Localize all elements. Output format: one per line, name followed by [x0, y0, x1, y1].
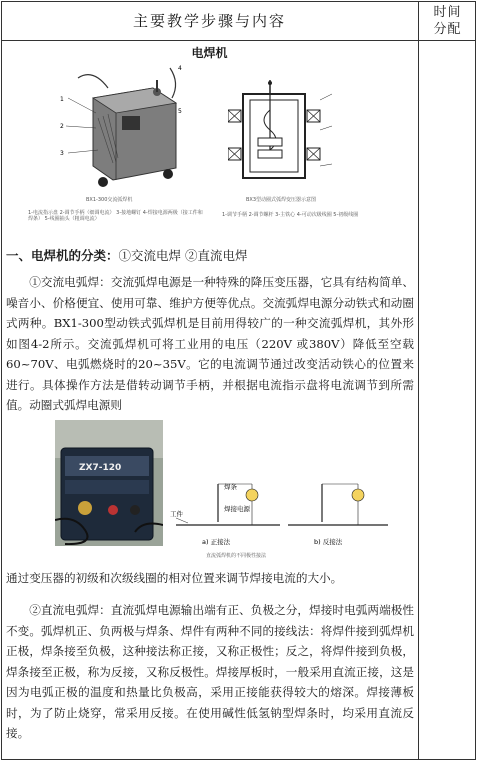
- column-divider: [418, 1, 419, 760]
- svg-text:1: 1: [60, 96, 64, 103]
- transformer-schematic: [228, 80, 338, 198]
- current-dial: [122, 116, 140, 130]
- header-side-line1: 时间: [433, 4, 462, 20]
- power-source-a: [246, 489, 258, 501]
- header-main-title: 主要教学步骤与内容: [132, 12, 286, 30]
- dc-welder-model-label: ZX7-120: [79, 463, 122, 473]
- figure1-left-caption: BX1-300交流弧焊机: [86, 197, 133, 203]
- para-ac-welding: ①交流电弧焊：交流弧焊电源是一种特殊的降压变压器，它具有结构简单、噪音小、价格便宜、使用可靠、维护方便等优点。交流弧焊电源分动铁式和动圈式两种。BX1-300型动铁式弧焊机是目前用得较广的一种交流弧焊机，其外形如图4-2所示。交流弧焊机可将工业用的电压（220V 或380V）降低至空载60~70V、电弧燃烧时的20~35V。它的电流调节通过改变活动铁心的位置来进行。具体操作方法是借转动调节手柄，并根据电流指示盘将电流调节到所需值。动圈式弧焊电源则: [6, 275, 414, 412]
- label-direct-connection: a) 正接法: [202, 538, 231, 546]
- svg-text:2: 2: [60, 123, 64, 130]
- svg-text:4: 4: [178, 65, 182, 72]
- figure1-right-caption: BX3型动圈式弧焊变压器示意图: [246, 197, 317, 203]
- figure2-caption: 直流弧焊机的不同极性接法: [206, 553, 267, 559]
- para-ac-continued: 通过变压器的初级和次级线圈的相对位置来调节焊接电流的大小。: [6, 571, 343, 585]
- para-dc-welding: ②直流电弧焊：直流弧焊电源输出端有正、负极之分，焊接时电弧两端极性不变。弧焊机正、负两极与焊条、焊件有两种不同的接线法：将焊件接到弧焊机正极，焊条接至负极，这种接法称正接，又称正极性；反之，将焊件接到负极，焊条接至正极，称为反接，又称反极性。焊接厚板时，一般采用直流正接，这是因为电弧正极的温度和热量比负极高，采用正接能获得较大的熔深。焊接薄板时，为了防止烧穿，常采用反接。在使用碱性低氢钠型焊条时，均采用直流反接。: [6, 603, 414, 740]
- figure1-left-legend: 1-电流指示盘 2-调节手柄（细调电流） 3-接地螺钉 4-焊接电源两极（接工件和焊条） 5-线圈抽头（粗调电流）: [28, 210, 203, 222]
- polarity-diagram: [168, 462, 390, 554]
- transformer-core: [243, 94, 305, 178]
- header-time-allocation: [419, 1, 476, 40]
- section-heading-label: 一、电焊机的分类：: [6, 248, 119, 263]
- svg-text:3: 3: [60, 150, 64, 157]
- label-workpiece: 工件: [170, 510, 183, 518]
- svg-text:5: 5: [178, 108, 182, 115]
- doc-title: 电焊机: [191, 46, 228, 60]
- power-source-b: [352, 489, 364, 501]
- figure1-right-legend: 1-调节手柄 2-调节螺杆 3-主铁心 4-可动次级线圈 5-初级线圈: [222, 212, 359, 218]
- section-types: ①交流电焊 ②直流电焊: [118, 248, 248, 263]
- header-side-line2: 分配: [433, 21, 462, 37]
- section-heading-classification: [6, 246, 416, 264]
- label-reverse-connection: b) 反接法: [314, 538, 343, 546]
- header-divider: [1, 40, 476, 41]
- dc-welder-photo: [55, 420, 163, 546]
- label-electrode: 焊条: [224, 483, 237, 491]
- label-power-source: 焊接电源: [224, 505, 250, 513]
